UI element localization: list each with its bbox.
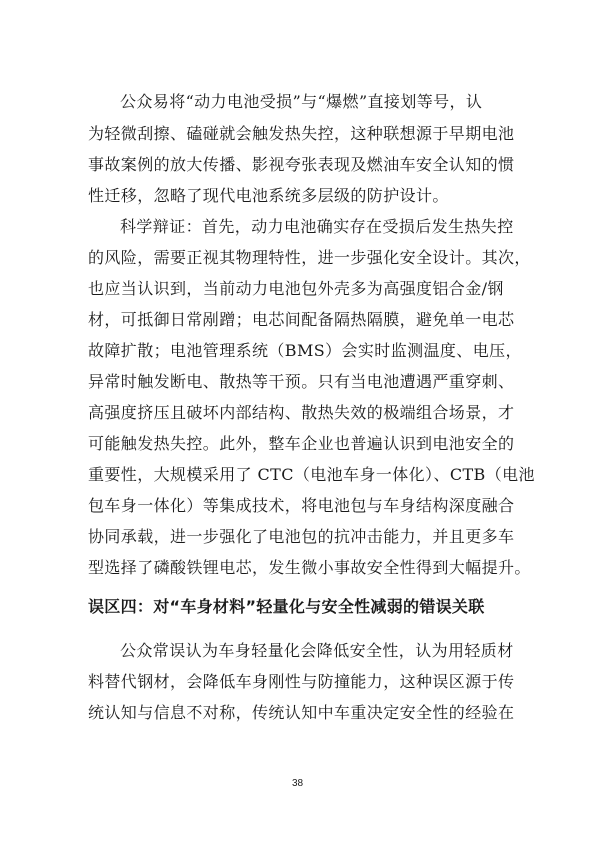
paragraph-3-line-3: 统认知与信息不对称，传统认知中车重决定安全性的经验在: [88, 703, 515, 722]
paragraph-2-line-11: 协同承载，进一步强化了电池包的抗冲击能力，并且更多车: [88, 527, 515, 546]
paragraph-1-line-4: 性迁移，忽略了现代电池系统多层级的防护设计。: [88, 186, 449, 205]
paragraph-2-line-4: 材，可抵御日常剐蹭；电芯间配备隔热隔膜，避免单一电芯: [88, 310, 515, 329]
paragraph-2-line-3: 也应当认识到，当前动力电池包外壳多为高强度铝合金/钢: [88, 279, 504, 298]
paragraph-2-line-9: 重要性，大规模采用了 CTC（电池车身一体化）、CTB（电池: [88, 465, 535, 484]
paragraph-2-line-5: 故障扩散；电池管理系统（BMS）会实时监测温度、电压，: [88, 341, 522, 360]
page-number: 38: [291, 778, 304, 789]
paragraph-1-line-2: 为轻微刮擦、磕碰就会触发热失控，这种联想源于早期电池: [88, 124, 515, 143]
paragraph-3-line-2: 料替代钢材，会降低车身刚性与防撞能力，这种误区源于传: [88, 672, 515, 691]
paragraph-2-line-6: 异常时触发断电、散热等干预。只有当电池遭遇严重穿刺、: [88, 372, 515, 391]
paragraph-2-line-2: 的风险，需要正视其物理特性，进一步强化安全设计。其次，: [88, 248, 531, 267]
paragraph-1-line-3: 事故案例的放大传播、影视夸张表现及燃油车安全认知的惯: [88, 155, 515, 174]
paragraph-2-line-7: 高强度挤压且破坏内部结构、散热失效的极端组合场景，才: [88, 403, 515, 422]
paragraph-3-line-1: 公众常误认为车身轻量化会降低安全性，认为用轻质材: [120, 641, 514, 660]
paragraph-2-line-12: 型选择了磷酸铁锂电芯，发生微小事故安全性得到大幅提升。: [88, 558, 531, 577]
paragraph-2-line-8: 可能触发热失控。此外，整车企业也普遍认识到电池安全的: [88, 434, 515, 453]
section-heading: 误区四：对“车身材料”轻量化与安全性减弱的错误关联: [88, 597, 485, 616]
paragraph-2-line-10: 包车身一体化）等集成技术，将电池包与车身结构深度融合: [88, 496, 515, 515]
paragraph-2-line-1: 科学辩证：首先，动力电池确实存在受损后发生热失控: [120, 217, 514, 236]
paragraph-1-line-1: 公众易将“动力电池受损”与“爆燃”直接划等号，认: [120, 92, 483, 111]
